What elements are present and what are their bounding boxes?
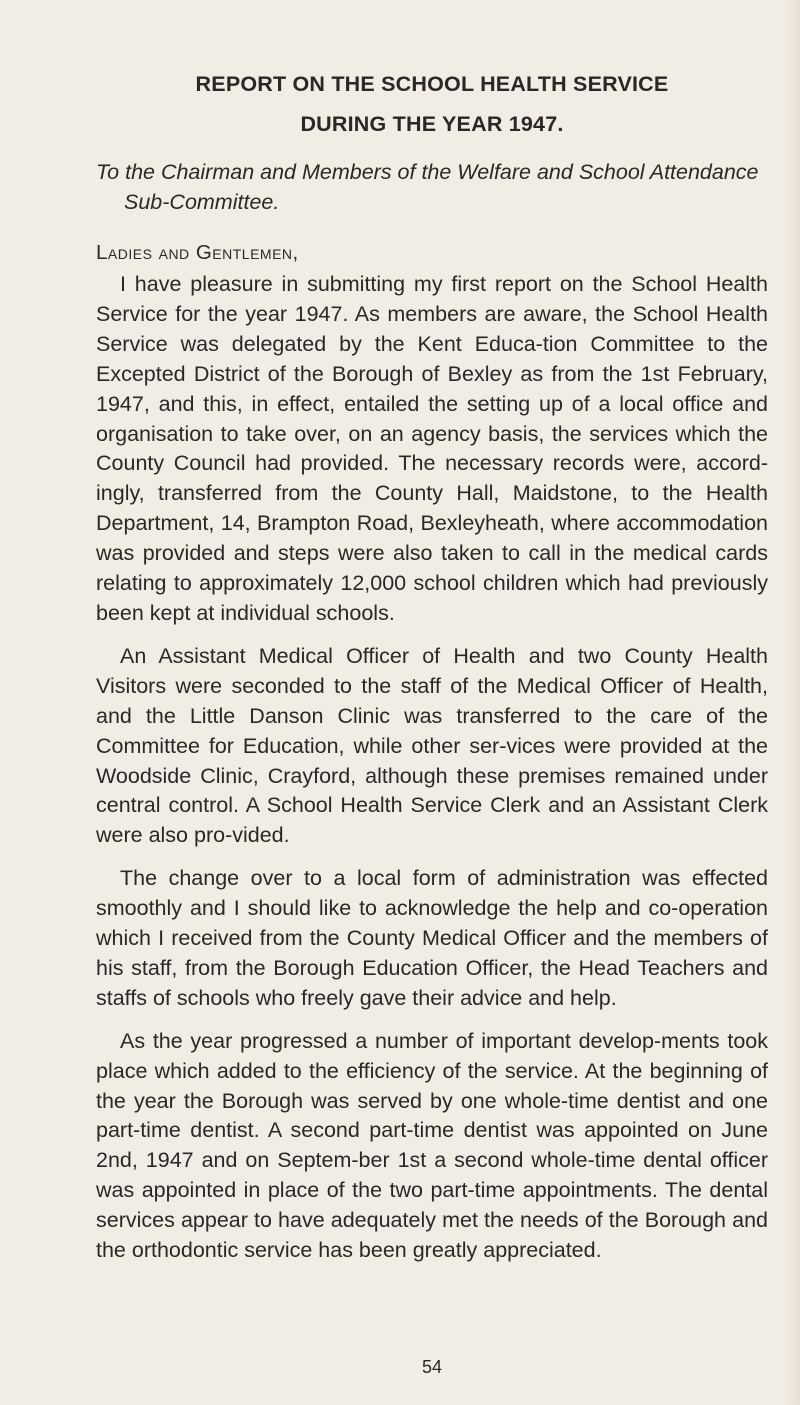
greeting: Ladies and Gentlemen, — [96, 241, 299, 264]
paragraph-2: An Assistant Medical Officer of Health and two County Health Visitors were seconded to the staff of the Medical Officer of Health, and the Little Danson Clinic was transferred to the care of the Committee for Education, while other ser-vices were provided at the Woodside Clinic, Crayford, although these premises remained under central control. A School Health Service Clerk and an Assistant Clerk were also pro-vided. — [96, 643, 768, 848]
report-title — [96, 64, 768, 144]
report-title-line-1: REPORT ON THE SCHOOL HEALTH SERVICE — [195, 72, 669, 96]
document-page — [96, 0, 768, 1377]
report-title-line-2: DURING THE YEAR 1947. — [300, 112, 564, 136]
paragraph-1: I have pleasure in submitting my first report on the School Health Service for the year 1947. As members are aware, the School Health Service was delegated by the Kent Educa-tion Committee to the Excepted District of the Borough of Bexley as from the 1st February, 1947, and this, in effect, entailed the setting up of a local office and organisation to take over, on an agency basis, the services which the County Council had provided. The necessary records were, accord-ingly, transferred from the County Hall, Maidstone, to the Health Department, 14, Brampton Road, Bexleyheath, where accommodation was provided and steps were also taken to call in the medical cards relating to approximately 12,000 school children which had previously been kept at individual schools. — [96, 272, 768, 625]
paragraph-3: The change over to a local form of administration was effected smoothly and I should like to acknowledge the help and co-operation which I received from the County Medical Officer and the members of his staff, from the Borough Education Officer, the Head Teachers and staffs of schools who freely gave their advice and help. — [96, 866, 768, 1010]
page-edge-shadow — [786, 0, 800, 1405]
page-number: 54 — [421, 1357, 443, 1377]
addressee: To the Chairman and Members of the Welfare and School Attendance Sub-Committee. — [96, 160, 759, 214]
paragraph-4: As the year progressed a number of important develop-ments took place which added to the efficiency of the service. At the beginning of the year the Borough was served by one whole-time dentist and one part-time dentist. A second part-time dentist was appointed on June 2nd, 1947 and on Septem-ber 1st a second whole-time dental officer was appointed in place of the two part-time appointments. The dental services appear to have adequately met the needs of the Borough and the orthodontic service has been greatly appreciated. — [96, 1028, 768, 1263]
